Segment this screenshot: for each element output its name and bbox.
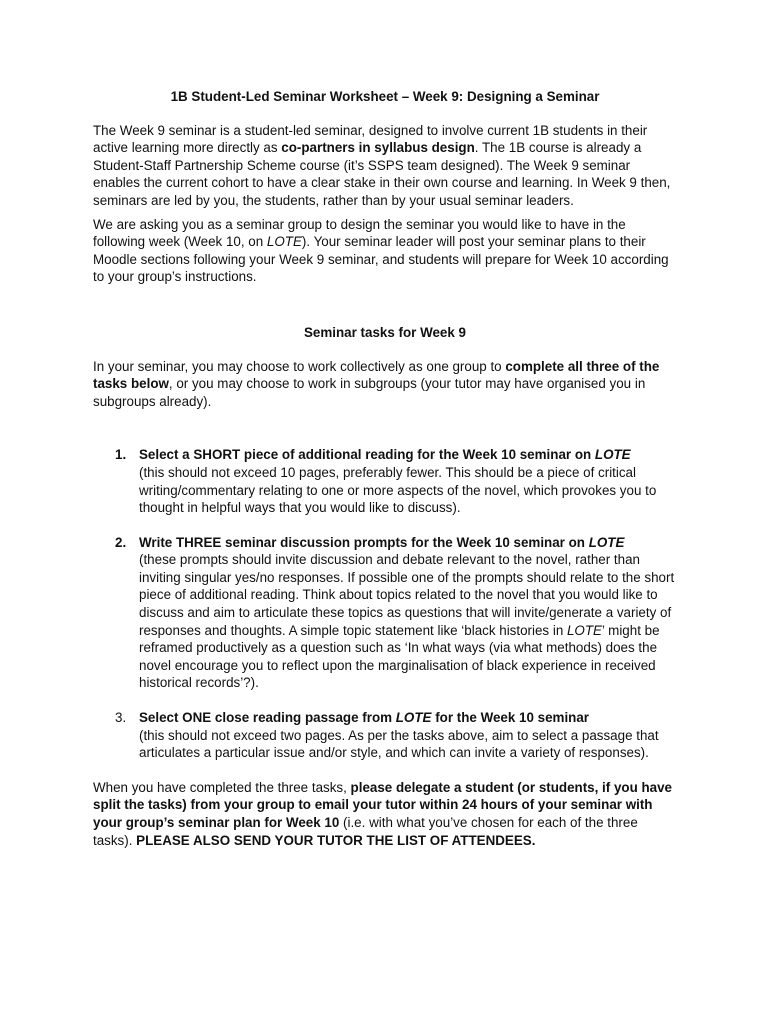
intro-p2-text-end: ). Your seminar leader will post your seminar plans to their Moodle sections following your Week 9 seminar, and students will prepare for Week 10 according to your group’s instructions. (93, 234, 669, 285)
closing-text: When you have completed the three tasks, (93, 779, 351, 795)
task-details-text-end: ’ might be reframed productively as a question such as ‘In what ways (via what methods) does the novel encourage you to reflect upon the marginalisation of black experience in received historical records’?). (139, 622, 660, 691)
tasks-intro-emphasis: complete all three of the tasks below (93, 358, 660, 392)
page-title: 1B Student-Led Seminar Worksheet – Week 9: Designing a Seminar (170, 89, 600, 104)
task-number: 1. (115, 447, 127, 463)
task-item-3 (93, 709, 677, 762)
task-details-text: (these prompts should invite discussion and debate relevant to the novel, rather than inviting singular yes/no responses. If possible one of the prompts should relate to the short piece of additional reading. Think about topics related to the novel that you would like to discuss and aim to articulate these topics as questions that will invite/generate a variety of responses and thoughts. A simple topic statement like ‘black histories in (139, 552, 675, 638)
task-item-2 (93, 534, 677, 692)
task-details (139, 552, 674, 690)
worksheet-page (93, 88, 677, 855)
intro-p1-emphasis: co-partners in syllabus design (281, 140, 475, 156)
task-instruction-text-end: for the Week 10 seminar (431, 710, 589, 726)
task-instruction-title: LOTE (588, 534, 625, 550)
task-number: 3. (115, 710, 127, 726)
tasks-heading: Seminar tasks for Week 9 (303, 324, 466, 340)
intro-p1-text: The Week 9 seminar is a student-led seminar, designed to involve current 1B students in their active learning more directly as (93, 122, 648, 156)
intro-p1-text-end: . The 1B course is already a Student-Staff Partnership Scheme course (it’s SSPS team designed). The Week 9 seminar enables the current cohort to have a clear stake in their own course and learning. In Week 9 then, seminars are led by you, the students, rather than by your usual seminar leaders. (93, 140, 671, 208)
intro-paragraph-2 (93, 216, 677, 286)
task-item-1 (93, 446, 677, 516)
task-instruction (139, 447, 631, 462)
tasks-intro (93, 358, 677, 411)
task-details: (this should not exceed 10 pages, preferably fewer. This should be a piece of critical writing/commentary relating to one or more aspects of the novel, which provokes you to thought in helpful ways that you would like to discuss). (139, 464, 657, 516)
tasks-intro-text: In your seminar, you may choose to work collectively as one group to (93, 358, 506, 374)
task-list (93, 446, 677, 762)
tasks-intro-text-end: , or you may choose to work in subgroups (your tutor may have organised you in subgroups already). (93, 376, 646, 409)
task-details-title: LOTE (566, 622, 602, 638)
task-instruction (139, 710, 589, 725)
task-instruction-text: Select ONE close reading passage from (139, 710, 396, 726)
task-instruction-text: Select a SHORT piece of additional reading for the Week 10 seminar on (139, 447, 595, 463)
task-instruction-title: LOTE (594, 447, 631, 463)
task-number: 2. (115, 534, 127, 550)
task-instruction-title: LOTE (395, 710, 432, 726)
closing-attendees-instruction: PLEASE ALSO SEND YOUR TUTOR THE LIST OF ATTENDEES. (136, 832, 536, 848)
task-instruction-text: Write THREE seminar discussion prompts for the Week 10 seminar on (139, 534, 589, 550)
intro-p2-title: LOTE (266, 234, 302, 250)
intro-p2-text: We are asking you as a seminar group to design the seminar you would like to have in the following week (Week 10, on (93, 216, 626, 250)
task-instruction (139, 535, 624, 550)
closing-paragraph (93, 779, 677, 849)
intro-paragraph-1 (93, 122, 677, 210)
closing-emphasis: please delegate a student (or students, if you have split the tasks) from your group to email your tutor within 24 hours of your seminar with your group’s seminar plan for Week 10 (93, 779, 673, 830)
task-details: (this should not exceed two pages. As per the tasks above, aim to select a passage that articulates a particular issue and/or style, and which can invite a variety of responses). (139, 727, 659, 761)
closing-text-mid: (i.e. with what you’ve chosen for each of the three tasks). (93, 815, 638, 848)
